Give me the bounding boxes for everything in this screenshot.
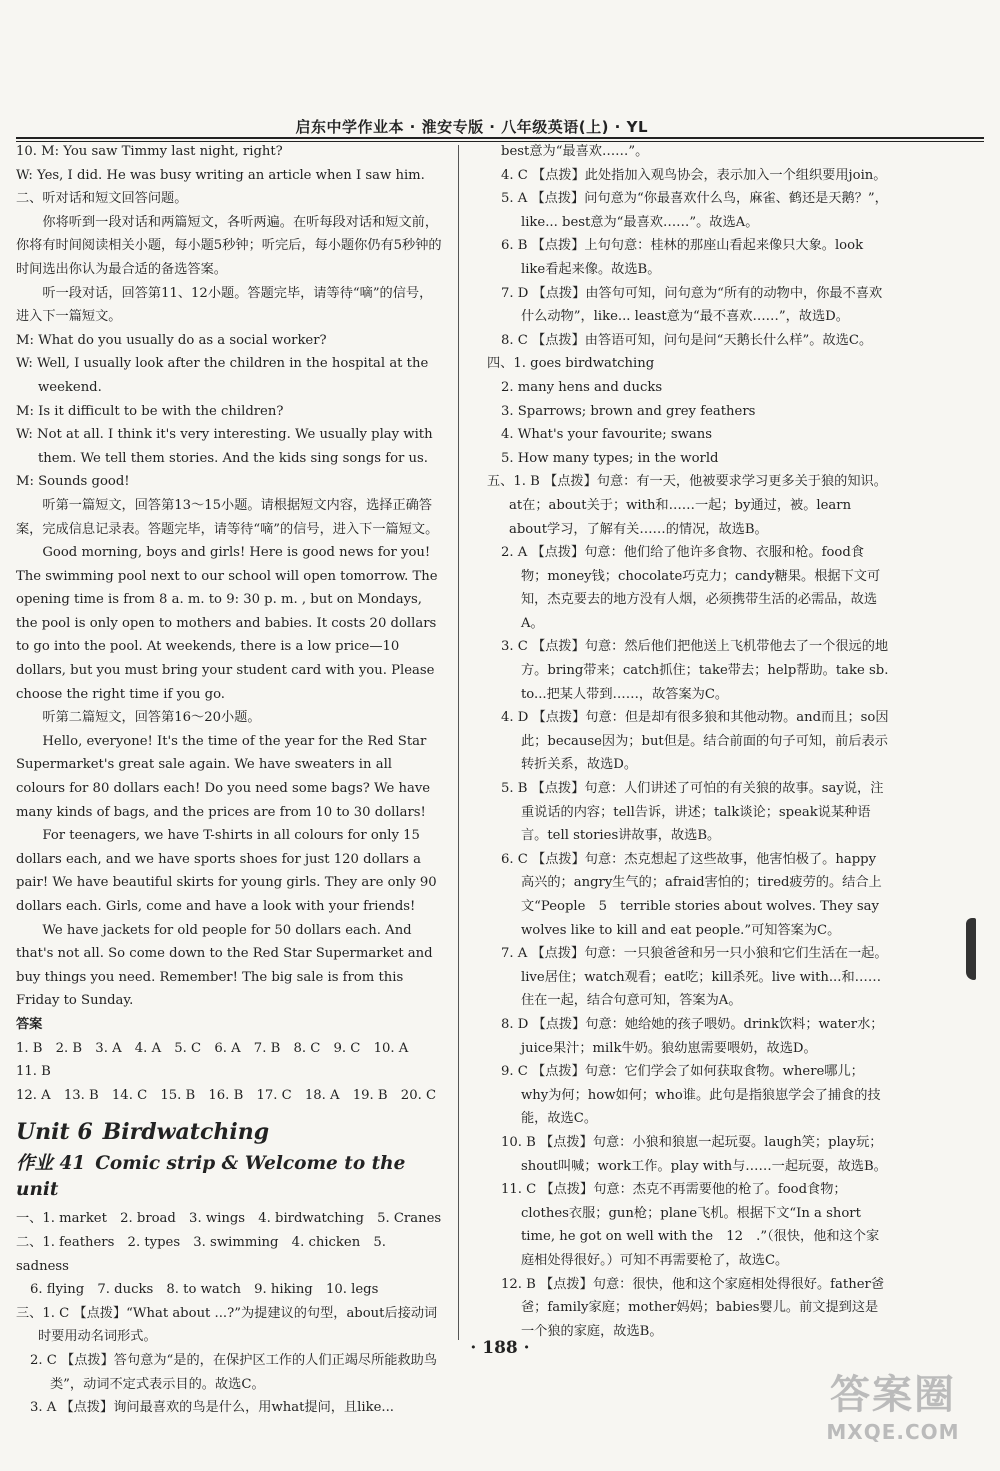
- text-paragraph: 4. D 【点拨】句意：但是却有很多狼和其他动物。and而且；so因此；because因为；but但是。结合前面的句子可知，前后表示转折关系，故选D。: [501, 710, 889, 773]
- homework-answers: [16, 1207, 442, 1419]
- text-paragraph: 3. A 【点拨】询问最喜欢的鸟是什么，用what提问，且like...: [30, 1400, 394, 1416]
- text-paragraph: M: Sounds good!: [16, 474, 130, 490]
- watermark-text: 答案圈: [830, 1372, 956, 1418]
- text-paragraph: 10. M: You saw Timmy last night, right?: [16, 144, 283, 159]
- text-paragraph: 6. flying 7. ducks 8. to watch 9. hiking 10. legs: [30, 1282, 379, 1298]
- text-paragraph: 一、1. market 2. broad 3. wings 4. birdwatching 5. Cranes: [16, 1211, 442, 1227]
- left-column: [16, 140, 442, 1420]
- text-paragraph: 6. C 【点拨】句意：杰克想起了这些故事，他害怕极了。happy高兴的；angry生气的；afraid害怕的；tired疲劳的。结合上文“People 5 terrible stories about wolves. They say wolves like to kill and eat people.”可知答案为C。: [501, 851, 882, 938]
- text-paragraph: M: Is it difficult to be with the children?: [16, 403, 284, 419]
- watermark-logo: [798, 1371, 988, 1457]
- text-paragraph: 四、1. goes birdwatching: [487, 356, 655, 372]
- text-paragraph: 二、听对话和短文回答问题。: [16, 191, 188, 207]
- header-title: 启东中学作业本 · 淮安专版 · 八年级英语(上) · YL: [295, 118, 648, 136]
- text-paragraph: W: Well, I usually look after the children in the hospital at the weekend.: [16, 356, 429, 395]
- text-paragraph: 8. D 【点拨】句意：她给她的孩子喂奶。drink饮料；water水；juice果汁；milk牛奶。狼幼崽需要喂奶，故选D。: [501, 1016, 884, 1056]
- text-paragraph: 12. B 【点拨】句意：很快，他和这个家庭相处得很好。father爸爸；family家庭；mother妈妈；babies婴儿。前文提到这是一个狼的家庭，故选B。: [501, 1276, 885, 1339]
- text-paragraph: 5. B 【点拨】句意：人们讲述了可怕的有关狼的故事。say说，注重说话的内容；tell告诉，讲述；talk谈论；speak说某种语言。tell stories讲故事，故选B。: [501, 781, 884, 844]
- text-paragraph: 2. A 【点拨】句意：他们给了他许多食物、衣服和枪。food食物；money钱；chocolate巧克力；candy糖果。根据下文可知，杰克要去的地方没有人烟，必须携带生活的必需品，故选A。: [501, 545, 881, 631]
- text-paragraph: 2. many hens and ducks: [501, 379, 663, 395]
- text-paragraph: 4. What's your favourite; swans: [501, 427, 713, 443]
- text-paragraph: 4. C 【点拨】此处指加入观鸟协会，表示加入一个组织要用join。: [501, 167, 887, 183]
- text-paragraph: 5. A 【点拨】问句意为“你最喜欢什么鸟，麻雀、鹤还是天鹅？”，like... best意为“最喜欢……”。故选A。: [501, 191, 888, 230]
- text-paragraph: We have jackets for old people for 50 dollars each. And that's not all. So come down to the Red Star Supermarket and buy things you need. Remember! The big sale is from this Friday to Sunday.: [16, 922, 433, 1009]
- text-paragraph: 7. D 【点拨】由答句可知，问句意为“所有的动物中，你最不喜欢什么动物”，like... least意为“最不喜欢……”，故选D。: [501, 285, 883, 325]
- text-paragraph: 8. C 【点拨】由答语可知，问句是问“天鹅长什么样”。故选C。: [501, 332, 873, 348]
- header-rule: [16, 137, 984, 139]
- homework-title: [16, 1151, 442, 1203]
- text-paragraph: 三、1. C 【点拨】“What about ...?”为提建议的句型，about后接动词时要用动名词形式。: [16, 1305, 438, 1345]
- answers-line: 12. A 13. B 14. C 15. B 16. B 17. C 18. A 19. B 20. C: [16, 1087, 437, 1103]
- unit-name: Birdwatching: [102, 1119, 270, 1146]
- text-paragraph: 听第一篇短文，回答第13～15小题。请根据短文内容，选择正确答案，完成信息记录表。答题完毕，请等待“嘀”的信号，进入下一篇短文。: [16, 497, 439, 537]
- text-paragraph: 2. C 【点拨】答句意为“是的，在保护区工作的人们正竭尽所能救助鸟类”，动词不定式表示目的。故选C。: [30, 1352, 438, 1392]
- text-paragraph: 5. How many types; in the world: [501, 450, 719, 466]
- page-number: · 188 ·: [470, 1338, 530, 1358]
- text-paragraph: 3. Sparrows; brown and grey feathers: [501, 403, 756, 419]
- text-paragraph: 10. B 【点拨】句意：小狼和狼崽一起玩耍。laugh笑；play玩；shout叫喊；work工作。play with与……一起玩耍，故选B。: [501, 1134, 887, 1174]
- answers-line: 1. B 2. B 3. A 4. A 5. C 6. A 7. B 8. C 9. C 10. A 11. B: [16, 1040, 422, 1080]
- scan-edge-mark: [966, 918, 976, 980]
- unit-number: Unit 6: [16, 1119, 93, 1146]
- text-paragraph: 11. C 【点拨】句意：杰克不再需要他的枪了。food食物；clothes衣服；gun枪；plane飞机。根据下文“In a short time, he got on well with the 12 .”（很快，他和这个家庭相处得很好。）可知不再需要枪了，故选C。: [501, 1182, 880, 1268]
- text-paragraph: For teenagers, we have T-shirts in all colours for only 15 dollars each, and we have sports shoes for just 120 dollars a pair! We have beautiful skirts for young girls. They are only 90 dollars each. Girls, come and have a look with your friends!: [16, 828, 437, 914]
- text-paragraph: Hello, everyone! It's the time of the year for the Red Star Supermarket's great sale again. We have sweaters in all colours for 80 dollars each! Do you need some bags? We have many kinds of bags, and the prices are from 10 to 30 dollars!: [16, 733, 431, 820]
- unit-title: [16, 1117, 442, 1147]
- listening-script: [16, 140, 442, 1013]
- text-paragraph: 7. A 【点拨】句意：一只狼爸爸和另一只小狼和它们生活在一起。live居住；watch观看；eat吃；kill杀死。live with...和……住在一起，结合句意可知，答案为A。: [501, 946, 888, 1009]
- text-paragraph: 五、1. B 【点拨】句意：有一天，他被要求学习更多关于狼的知识。at在；about关于；with和……一起；by通过，被。learn about学习，了解有关……的情况，故选B。: [487, 474, 887, 537]
- text-paragraph: M: What do you usually do as a social worker?: [16, 332, 327, 348]
- text-paragraph: 你将听到一段对话和两篇短文，各听两遍。在听每段对话和短文前，你将有时间阅读相关小题，每小题5秒钟；听完后，每小题你仍有5秒钟的时间选出你认为最合适的备选答案。: [16, 214, 442, 277]
- text-paragraph: Good morning, boys and girls! Here is good news for you! The swimming pool next to our school will open tomorrow. The opening time is from 8 a. m. to 9: 30 p. m. , but on Mondays, the pool is only open to mothers and babies. It costs 20 dollars to go into the pool. At weekends, there is a low price—10 dollars, but you must bring your student card with you. Please choose the right time if you go.: [16, 545, 438, 702]
- text-paragraph: W: Not at all. I think it's very interesting. We usually play with them. We tell them stories. And the kids sing songs for us.: [16, 427, 433, 466]
- text-paragraph: 3. C 【点拨】句意：然后他们把他送上飞机带他去了一个很远的地方。bring带来；catch抓住；take带去；help帮助。take sb. to...把某人带到……，故答案为C。: [501, 639, 889, 702]
- text-paragraph: 二、1. feathers 2. types 3. swimming 4. chicken 5. sadness: [16, 1234, 386, 1274]
- text-paragraph: 听第二篇短文，回答第16～20小题。: [42, 710, 261, 726]
- text-paragraph: 6. B 【点拨】上句句意：桂林的那座山看起来像只大象。look like看起来像。故选B。: [501, 238, 864, 277]
- watermark-url: MXQE.COM: [826, 1420, 960, 1444]
- text-paragraph: best意为“最喜欢……”。: [501, 144, 649, 159]
- text-paragraph: 9. C 【点拨】句意：它们学会了如何获取食物。where哪儿；why为何；how如何；who谁。此句是指狼崽学会了捕食的技能，故选C。: [501, 1064, 881, 1127]
- homework-name: Comic strip & Welcome to the unit: [16, 1153, 406, 1201]
- homework-number: 作业 41: [16, 1153, 86, 1175]
- text-paragraph: W: Yes, I did. He was busy writing an article when I saw him.: [16, 167, 425, 183]
- right-column: [487, 140, 889, 1343]
- text-paragraph: 听一段对话，回答第11、12小题。答题完毕，请等待“嘀”的信号，进入下一篇短文。: [16, 285, 433, 325]
- page-header: [0, 0, 1000, 140]
- column-divider: [458, 145, 459, 1340]
- answers-title: 答案: [16, 1016, 43, 1032]
